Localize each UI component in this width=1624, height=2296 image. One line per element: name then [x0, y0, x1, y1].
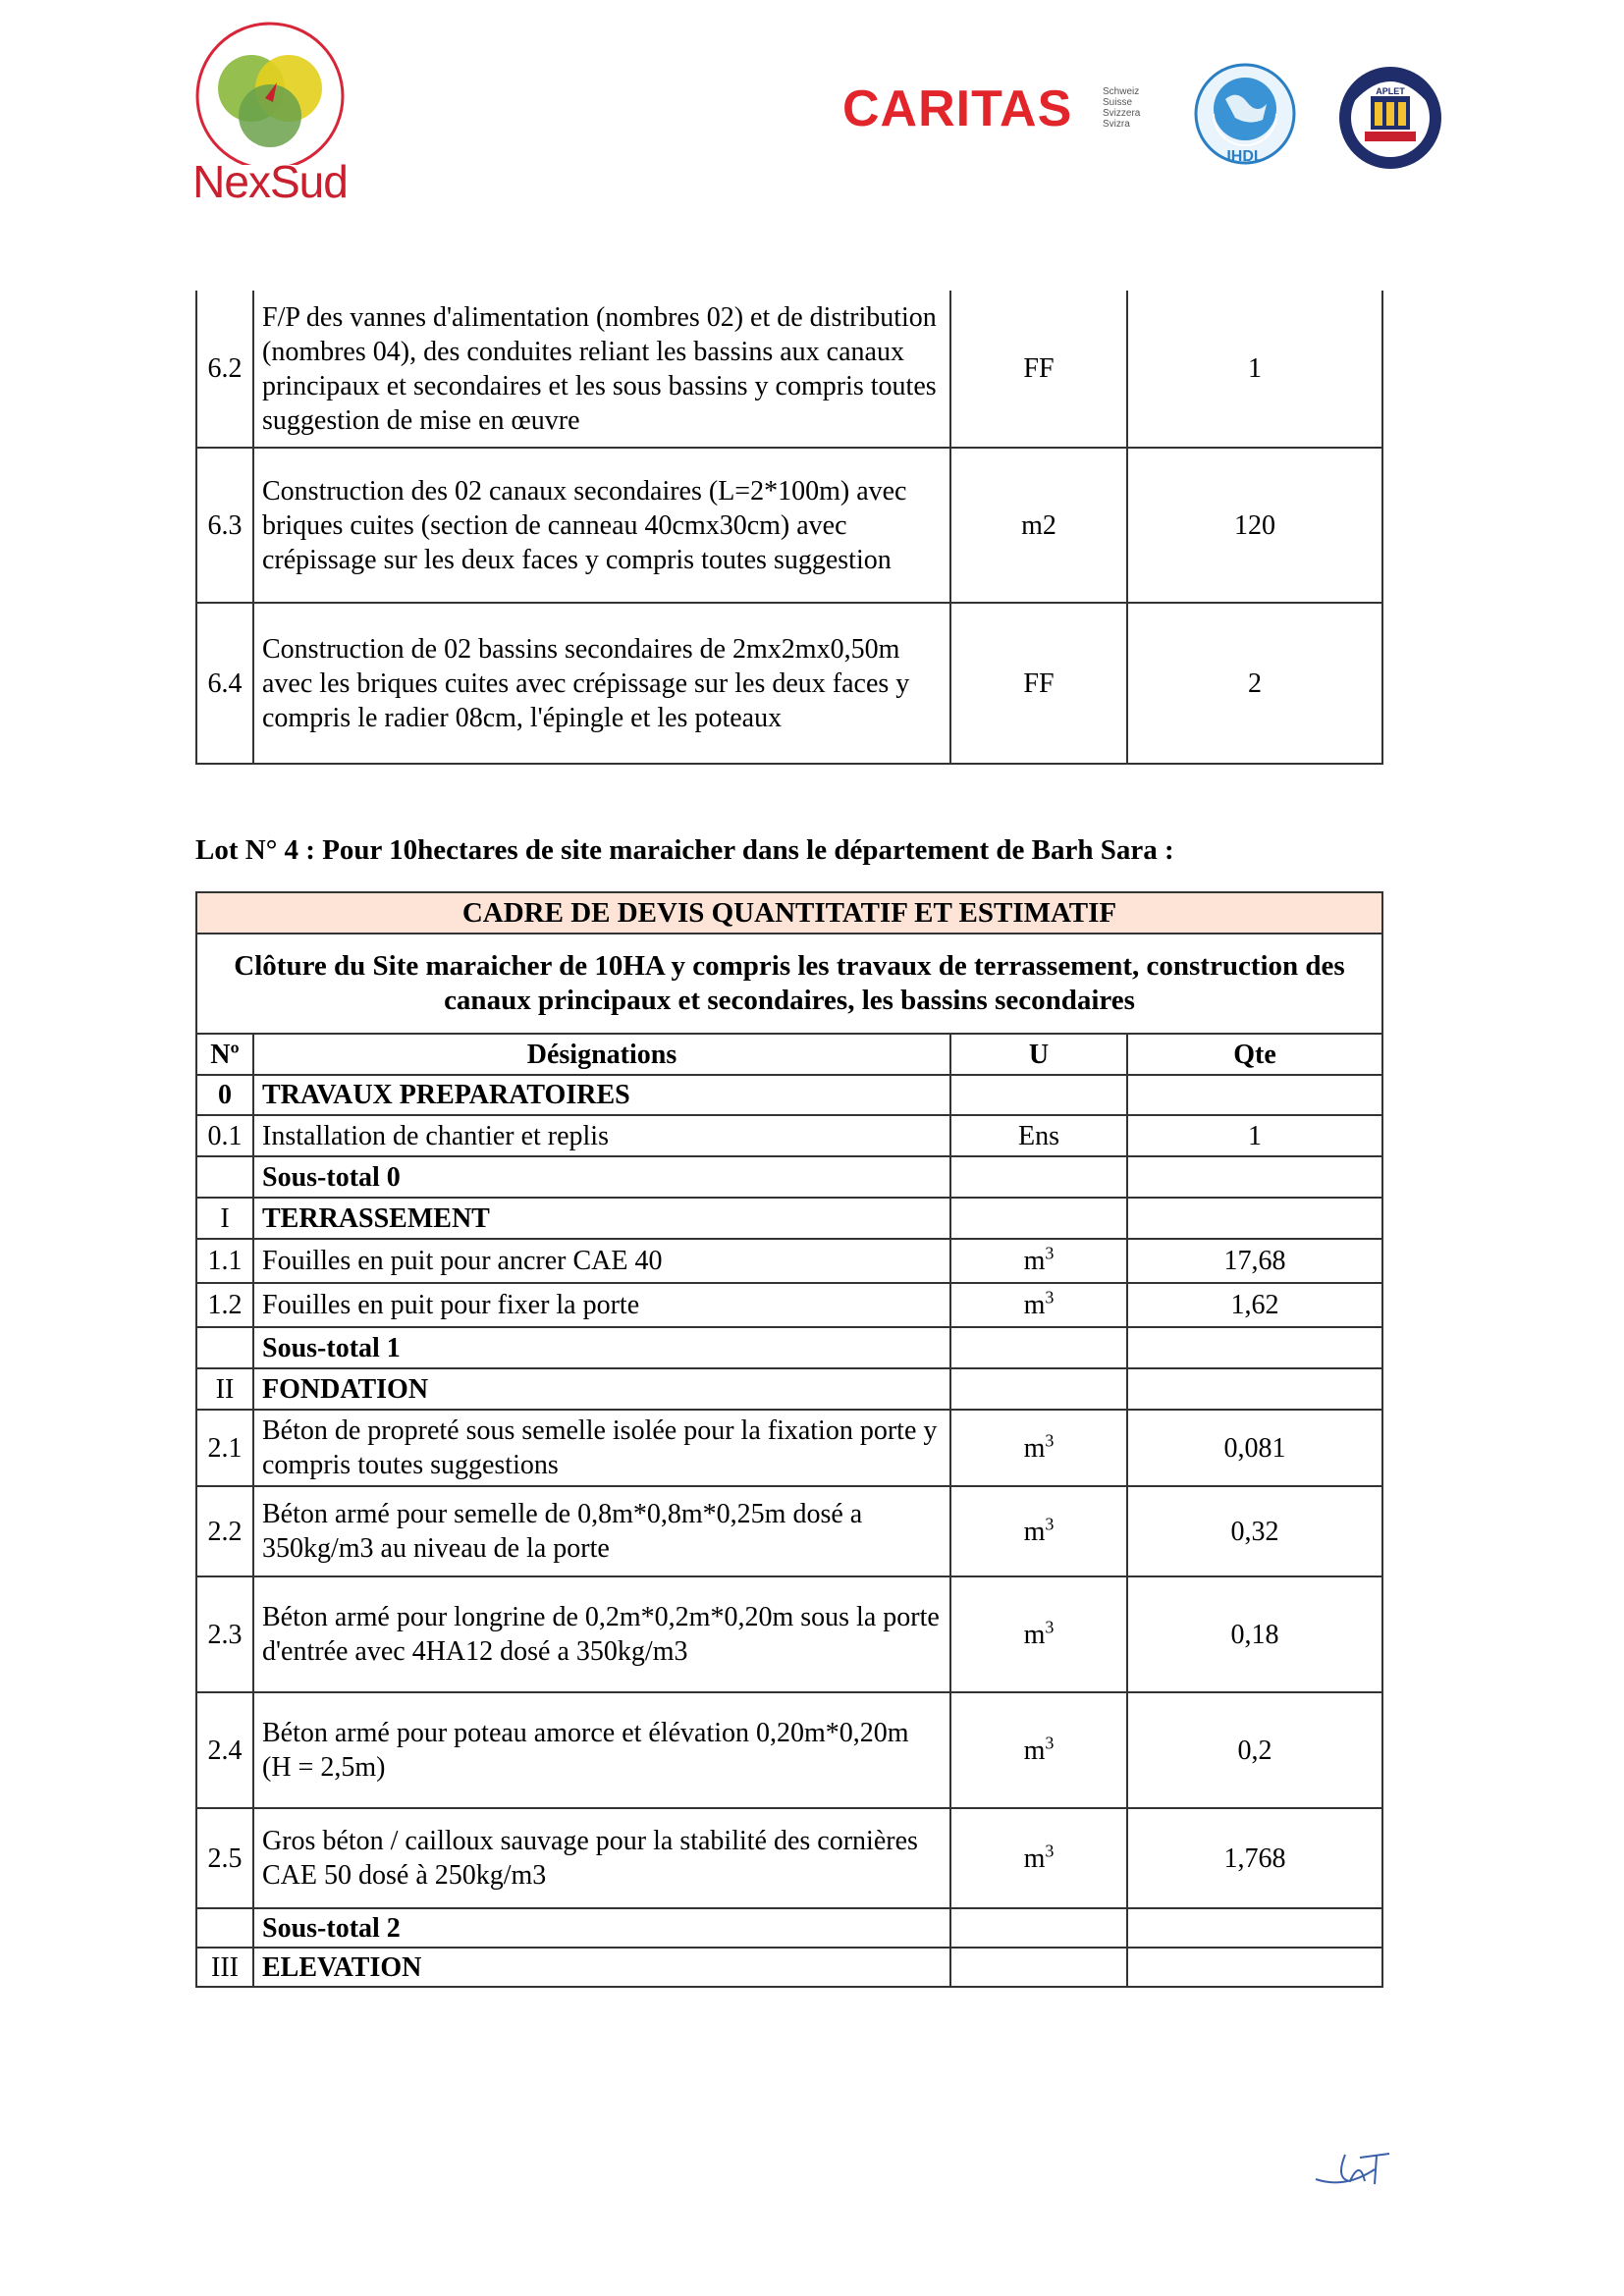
row-unit	[950, 1156, 1127, 1198]
nexsud-emblem-icon	[187, 18, 353, 165]
unit-base: m	[1023, 1619, 1046, 1650]
aplet-wordmark: APLET	[1376, 86, 1405, 96]
unit-exponent: 3	[1045, 1287, 1055, 1308]
row-number	[196, 1156, 253, 1198]
table-row	[196, 1283, 1382, 1327]
row-number: 2.3	[196, 1576, 253, 1692]
unit-base: m	[1023, 1432, 1046, 1464]
subtotal-row	[196, 1327, 1382, 1368]
unit-exponent: 3	[1045, 1733, 1055, 1753]
table-row	[196, 1486, 1382, 1576]
row-number: 2.2	[196, 1486, 253, 1576]
row-number: II	[196, 1368, 253, 1410]
row-designation: Fouilles en puit pour fixer la porte	[253, 1283, 950, 1327]
estimate-table	[195, 891, 1383, 1988]
row-number	[196, 1908, 253, 1948]
section-row	[196, 1368, 1382, 1410]
unit-exponent: 3	[1045, 1617, 1055, 1637]
row-designation: Béton armé pour longrine de 0,2m*0,2m*0,20m sous la porte d'entrée avec 4HA12 dosé a 350kg/m3	[253, 1576, 950, 1692]
row-unit: Ens	[950, 1115, 1127, 1156]
signature-mark	[1306, 2140, 1404, 2199]
row-qte: 17,68	[1127, 1239, 1382, 1283]
estimate-subtitle-row	[196, 934, 1382, 1034]
row-number: III	[196, 1948, 253, 1987]
table-row	[196, 1239, 1382, 1283]
aplet-emblem-icon	[1335, 59, 1445, 175]
continuation-table-body	[196, 291, 1382, 764]
caritas-lang-3: Svizzera	[1103, 108, 1141, 119]
row-qte: 1,62	[1127, 1283, 1382, 1327]
unit-base: m	[1023, 1842, 1046, 1874]
caritas-logo	[842, 80, 1098, 137]
row-designation: Béton de propreté sous semelle isolée pour la fixation porte y compris toutes suggestions	[253, 1410, 950, 1486]
estimate-subtitle: Clôture du Site maraicher de 10HA y compris les travaux de terrassement, construction des canaux principaux et secondaires, les bassins secondaires	[196, 934, 1382, 1034]
row-qte	[1127, 1908, 1382, 1948]
row-number: 6.2	[196, 291, 253, 448]
row-number: 6.3	[196, 448, 253, 603]
nexsud-wordmark: NexSud	[192, 156, 348, 207]
row-designation: Sous-total 2	[253, 1908, 950, 1948]
ihdl-wordmark: IHDL	[1226, 148, 1264, 165]
row-unit: FF	[950, 603, 1127, 764]
section-row	[196, 1948, 1382, 1987]
unit-base: m	[1023, 1516, 1046, 1547]
table-row	[196, 1410, 1382, 1486]
row-number: 2.1	[196, 1410, 253, 1486]
row-designation: TERRASSEMENT	[253, 1198, 950, 1239]
row-unit	[950, 1808, 1127, 1908]
section-row	[196, 1075, 1382, 1115]
unit-exponent: 3	[1045, 1841, 1055, 1861]
row-number: 1.2	[196, 1283, 253, 1327]
row-number	[196, 1327, 253, 1368]
row-qte: 0,2	[1127, 1692, 1382, 1808]
estimate-title: CADRE DE DEVIS QUANTITATIF ET ESTIMATIF	[196, 892, 1382, 934]
caritas-languages	[1103, 86, 1140, 130]
lot-title: Lot N° 4 : Pour 10hectares de site maraicher dans le département de Barh Sara :	[195, 834, 1174, 866]
row-unit	[950, 1410, 1127, 1486]
table-row	[196, 448, 1382, 603]
row-number: 0.1	[196, 1115, 253, 1156]
row-unit	[950, 1198, 1127, 1239]
caritas-lang-1: Schweiz	[1103, 86, 1140, 97]
row-unit: FF	[950, 291, 1127, 448]
unit-exponent: 3	[1045, 1514, 1055, 1534]
table-row	[196, 1576, 1382, 1692]
table-row	[196, 1115, 1382, 1156]
row-unit	[950, 1327, 1127, 1368]
row-designation: FONDATION	[253, 1368, 950, 1410]
row-designation: Gros béton / cailloux sauvage pour la stabilité des cornières CAE 50 dosé à 250kg/m3	[253, 1808, 950, 1908]
row-designation: ELEVATION	[253, 1948, 950, 1987]
nexsud-logo	[187, 18, 353, 209]
row-number: 2.5	[196, 1808, 253, 1908]
row-qte	[1127, 1156, 1382, 1198]
col-header-unit: U	[950, 1034, 1127, 1075]
row-designation: F/P des vannes d'alimentation (nombres 02) et de distribution (nombres 04), des conduites reliant les bassins aux canaux principaux et secondaires et les sous bassins y compris toutes suggestion de mise en œuvre	[253, 291, 950, 448]
row-qte: 120	[1127, 448, 1382, 603]
continuation-table	[195, 291, 1383, 765]
row-qte	[1127, 1198, 1382, 1239]
row-qte	[1127, 1948, 1382, 1987]
row-designation: Sous-total 0	[253, 1156, 950, 1198]
row-qte: 0,32	[1127, 1486, 1382, 1576]
row-designation: Béton armé pour semelle de 0,8m*0,8m*0,25m dosé a 350kg/m3 au niveau de la porte	[253, 1486, 950, 1576]
row-unit: m2	[950, 448, 1127, 603]
unit-base: m	[1023, 1290, 1046, 1320]
row-qte	[1127, 1075, 1382, 1115]
row-unit	[950, 1486, 1127, 1576]
row-unit	[950, 1576, 1127, 1692]
column-header-row	[196, 1034, 1382, 1075]
table-row	[196, 291, 1382, 448]
row-unit	[950, 1948, 1127, 1987]
col-header-qte: Qte	[1127, 1034, 1382, 1075]
row-qte: 0,081	[1127, 1410, 1382, 1486]
row-qte	[1127, 1327, 1382, 1368]
subtotal-row	[196, 1908, 1382, 1948]
row-number: 2.4	[196, 1692, 253, 1808]
row-designation: Béton armé pour poteau amorce et élévation 0,20m*0,20m (H = 2,5m)	[253, 1692, 950, 1808]
row-qte: 1	[1127, 291, 1382, 448]
estimate-table-body	[196, 892, 1382, 1987]
row-unit	[950, 1283, 1127, 1327]
unit-base: m	[1023, 1246, 1046, 1276]
row-number: 0	[196, 1075, 253, 1115]
caritas-lang-2: Suisse	[1103, 97, 1133, 108]
table-row	[196, 1692, 1382, 1808]
row-qte: 2	[1127, 603, 1382, 764]
row-number: 1.1	[196, 1239, 253, 1283]
row-unit	[950, 1075, 1127, 1115]
row-qte	[1127, 1368, 1382, 1410]
row-number: 6.4	[196, 603, 253, 764]
section-row	[196, 1198, 1382, 1239]
estimate-title-row	[196, 892, 1382, 934]
unit-exponent: 3	[1045, 1243, 1055, 1263]
col-header-designation: Désignations	[253, 1034, 950, 1075]
ihdl-globe-icon	[1186, 55, 1304, 173]
subtotal-row	[196, 1156, 1382, 1198]
row-designation: TRAVAUX PREPARATOIRES	[253, 1075, 950, 1115]
row-qte: 1	[1127, 1115, 1382, 1156]
table-row	[196, 1808, 1382, 1908]
row-unit	[950, 1908, 1127, 1948]
row-designation: Construction de 02 bassins secondaires de 2mx2mx0,50m avec les briques cuites avec crépissage sur les deux faces y compris le radier 08cm, l'épingle et les poteaux	[253, 603, 950, 764]
col-header-no: Nº	[196, 1034, 253, 1075]
row-unit	[950, 1692, 1127, 1808]
row-qte: 1,768	[1127, 1808, 1382, 1908]
row-designation: Construction des 02 canaux secondaires (L=2*100m) avec briques cuites (section de canneau 40cmx30cm) avec crépissage sur les deux faces y compris toutes suggestion	[253, 448, 950, 603]
caritas-wordmark: CARITAS	[842, 80, 1073, 137]
row-unit	[950, 1239, 1127, 1283]
row-designation: Sous-total 1	[253, 1327, 950, 1368]
unit-exponent: 3	[1045, 1430, 1055, 1451]
row-unit	[950, 1368, 1127, 1410]
row-number: I	[196, 1198, 253, 1239]
row-qte: 0,18	[1127, 1576, 1382, 1692]
row-designation: Installation de chantier et replis	[253, 1115, 950, 1156]
table-row	[196, 603, 1382, 764]
caritas-lang-4: Svizra	[1103, 119, 1130, 130]
row-designation: Fouilles en puit pour ancrer CAE 40	[253, 1239, 950, 1283]
unit-base: m	[1023, 1735, 1046, 1766]
